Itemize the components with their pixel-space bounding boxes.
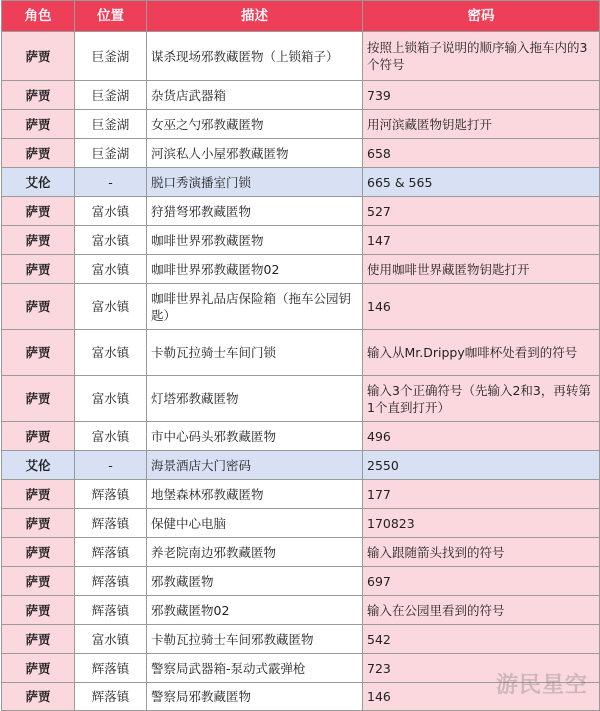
cell-role: 萨贾	[2, 32, 75, 81]
table-row	[2, 330, 600, 376]
cell-description: 市中心码头邪教藏匿物	[147, 422, 363, 451]
cell-code: 输入3个正确符号（先输入2和3，再转第1个直到打开）	[363, 376, 600, 422]
table-row	[2, 197, 600, 226]
cell-location: 辉落镇	[75, 596, 147, 625]
cell-code: 输入跟随箭头找到的符号	[363, 538, 600, 567]
cell-location: 辉落镇	[75, 654, 147, 683]
cell-location: 富水镇	[75, 284, 147, 330]
cell-code: 177	[363, 480, 600, 509]
table-row	[2, 226, 600, 255]
table-row	[2, 422, 600, 451]
cell-code: 697	[363, 567, 600, 596]
table-row	[2, 284, 600, 330]
table-row	[2, 139, 600, 168]
cell-location: -	[75, 451, 147, 480]
cell-location: 富水镇	[75, 255, 147, 284]
table-row	[2, 654, 600, 683]
table-row	[2, 509, 600, 538]
table-body	[2, 32, 600, 711]
table-row	[2, 376, 600, 422]
cell-description: 保健中心电脑	[147, 509, 363, 538]
cell-code: 输入在公园里看到的符号	[363, 596, 600, 625]
cell-role: 萨贾	[2, 538, 75, 567]
cell-description: 邪教藏匿物02	[147, 596, 363, 625]
table-row	[2, 625, 600, 654]
cell-role: 萨贾	[2, 110, 75, 139]
cell-code: 用河滨藏匿物钥匙打开	[363, 110, 600, 139]
cell-code: 496	[363, 422, 600, 451]
cell-description: 河滨私人小屋邪教藏匿物	[147, 139, 363, 168]
cell-description: 咖啡世界邪教藏匿物02	[147, 255, 363, 284]
cell-description: 警察局邪教藏匿物	[147, 683, 363, 711]
cell-description: 警察局武器箱-泵动式霰弹枪	[147, 654, 363, 683]
cell-role: 萨贾	[2, 625, 75, 654]
cell-role: 萨贾	[2, 509, 75, 538]
cell-description: 邪教藏匿物	[147, 567, 363, 596]
cell-location: 辉落镇	[75, 538, 147, 567]
header-description: 描述	[147, 1, 363, 32]
cell-location: 辉落镇	[75, 509, 147, 538]
cell-location: 巨釜湖	[75, 81, 147, 110]
cell-code: 146	[363, 284, 600, 330]
cell-location: 富水镇	[75, 197, 147, 226]
cell-description: 养老院南边邪教藏匿物	[147, 538, 363, 567]
header-location: 位置	[75, 1, 147, 32]
cell-role: 萨贾	[2, 255, 75, 284]
table-row	[2, 538, 600, 567]
cell-description: 脱口秀演播室门锁	[147, 168, 363, 197]
cell-description: 卡勒瓦拉骑士车间门锁	[147, 330, 363, 376]
cell-description: 谋杀现场邪教藏匿物（上锁箱子）	[147, 32, 363, 81]
cell-code: 170823	[363, 509, 600, 538]
cell-code: 723	[363, 654, 600, 683]
cell-role: 萨贾	[2, 330, 75, 376]
header-role: 角色	[2, 1, 75, 32]
table-row	[2, 683, 600, 711]
cell-description: 咖啡世界礼品店保险箱（拖车公园钥匙）	[147, 284, 363, 330]
table-row	[2, 567, 600, 596]
cell-code: 使用咖啡世界藏匿物钥匙打开	[363, 255, 600, 284]
cell-description: 杂货店武器箱	[147, 81, 363, 110]
cell-role: 萨贾	[2, 654, 75, 683]
cell-code: 665 & 565	[363, 168, 600, 197]
cell-role: 萨贾	[2, 596, 75, 625]
cell-role: 萨贾	[2, 197, 75, 226]
cell-location: 辉落镇	[75, 567, 147, 596]
cell-code: 739	[363, 81, 600, 110]
cell-role: 艾伦	[2, 168, 75, 197]
cell-role: 萨贾	[2, 284, 75, 330]
cell-description: 海景酒店大门密码	[147, 451, 363, 480]
cell-role: 艾伦	[2, 451, 75, 480]
watermark-logo: 游民星空	[496, 668, 588, 699]
cell-role: 萨贾	[2, 683, 75, 711]
cell-role: 萨贾	[2, 376, 75, 422]
cell-code: 658	[363, 139, 600, 168]
cell-role: 萨贾	[2, 81, 75, 110]
cell-code: 527	[363, 197, 600, 226]
cell-description: 地堡森林邪教藏匿物	[147, 480, 363, 509]
table-row	[2, 255, 600, 284]
cell-code: 按照上锁箱子说明的顺序输入拖车内的3个符号	[363, 32, 600, 81]
cell-role: 萨贾	[2, 139, 75, 168]
cell-role: 萨贾	[2, 226, 75, 255]
cell-description: 咖啡世界邪教藏匿物	[147, 226, 363, 255]
cell-location: 巨釜湖	[75, 110, 147, 139]
cell-location: 辉落镇	[75, 480, 147, 509]
cell-role: 萨贾	[2, 422, 75, 451]
cell-description: 灯塔邪教藏匿物	[147, 376, 363, 422]
table-row	[2, 451, 600, 480]
cell-description: 狩猎弩邪教藏匿物	[147, 197, 363, 226]
cell-location: 巨釜湖	[75, 32, 147, 81]
cell-description: 女巫之勺邪教藏匿物	[147, 110, 363, 139]
cell-location: 富水镇	[75, 422, 147, 451]
table-row	[2, 32, 600, 81]
codes-table	[1, 0, 600, 711]
table-row	[2, 480, 600, 509]
table-row	[2, 596, 600, 625]
table-row	[2, 81, 600, 110]
cell-location: 富水镇	[75, 330, 147, 376]
header-code: 密码	[363, 1, 600, 32]
cell-role: 萨贾	[2, 480, 75, 509]
table-row	[2, 110, 600, 139]
cell-location: 富水镇	[75, 226, 147, 255]
header-row	[2, 1, 600, 32]
cell-code: 输入从Mr.Drippy咖啡杯处看到的符号	[363, 330, 600, 376]
cell-code: 146	[363, 683, 600, 711]
cell-code: 542	[363, 625, 600, 654]
cell-role: 萨贾	[2, 567, 75, 596]
cell-description: 卡勒瓦拉骑士车间邪教藏匿物	[147, 625, 363, 654]
cell-location: 富水镇	[75, 376, 147, 422]
cell-location: -	[75, 168, 147, 197]
cell-location: 辉落镇	[75, 683, 147, 711]
cell-location: 巨釜湖	[75, 139, 147, 168]
table-row	[2, 168, 600, 197]
cell-location: 富水镇	[75, 625, 147, 654]
cell-code: 147	[363, 226, 600, 255]
cell-code: 2550	[363, 451, 600, 480]
